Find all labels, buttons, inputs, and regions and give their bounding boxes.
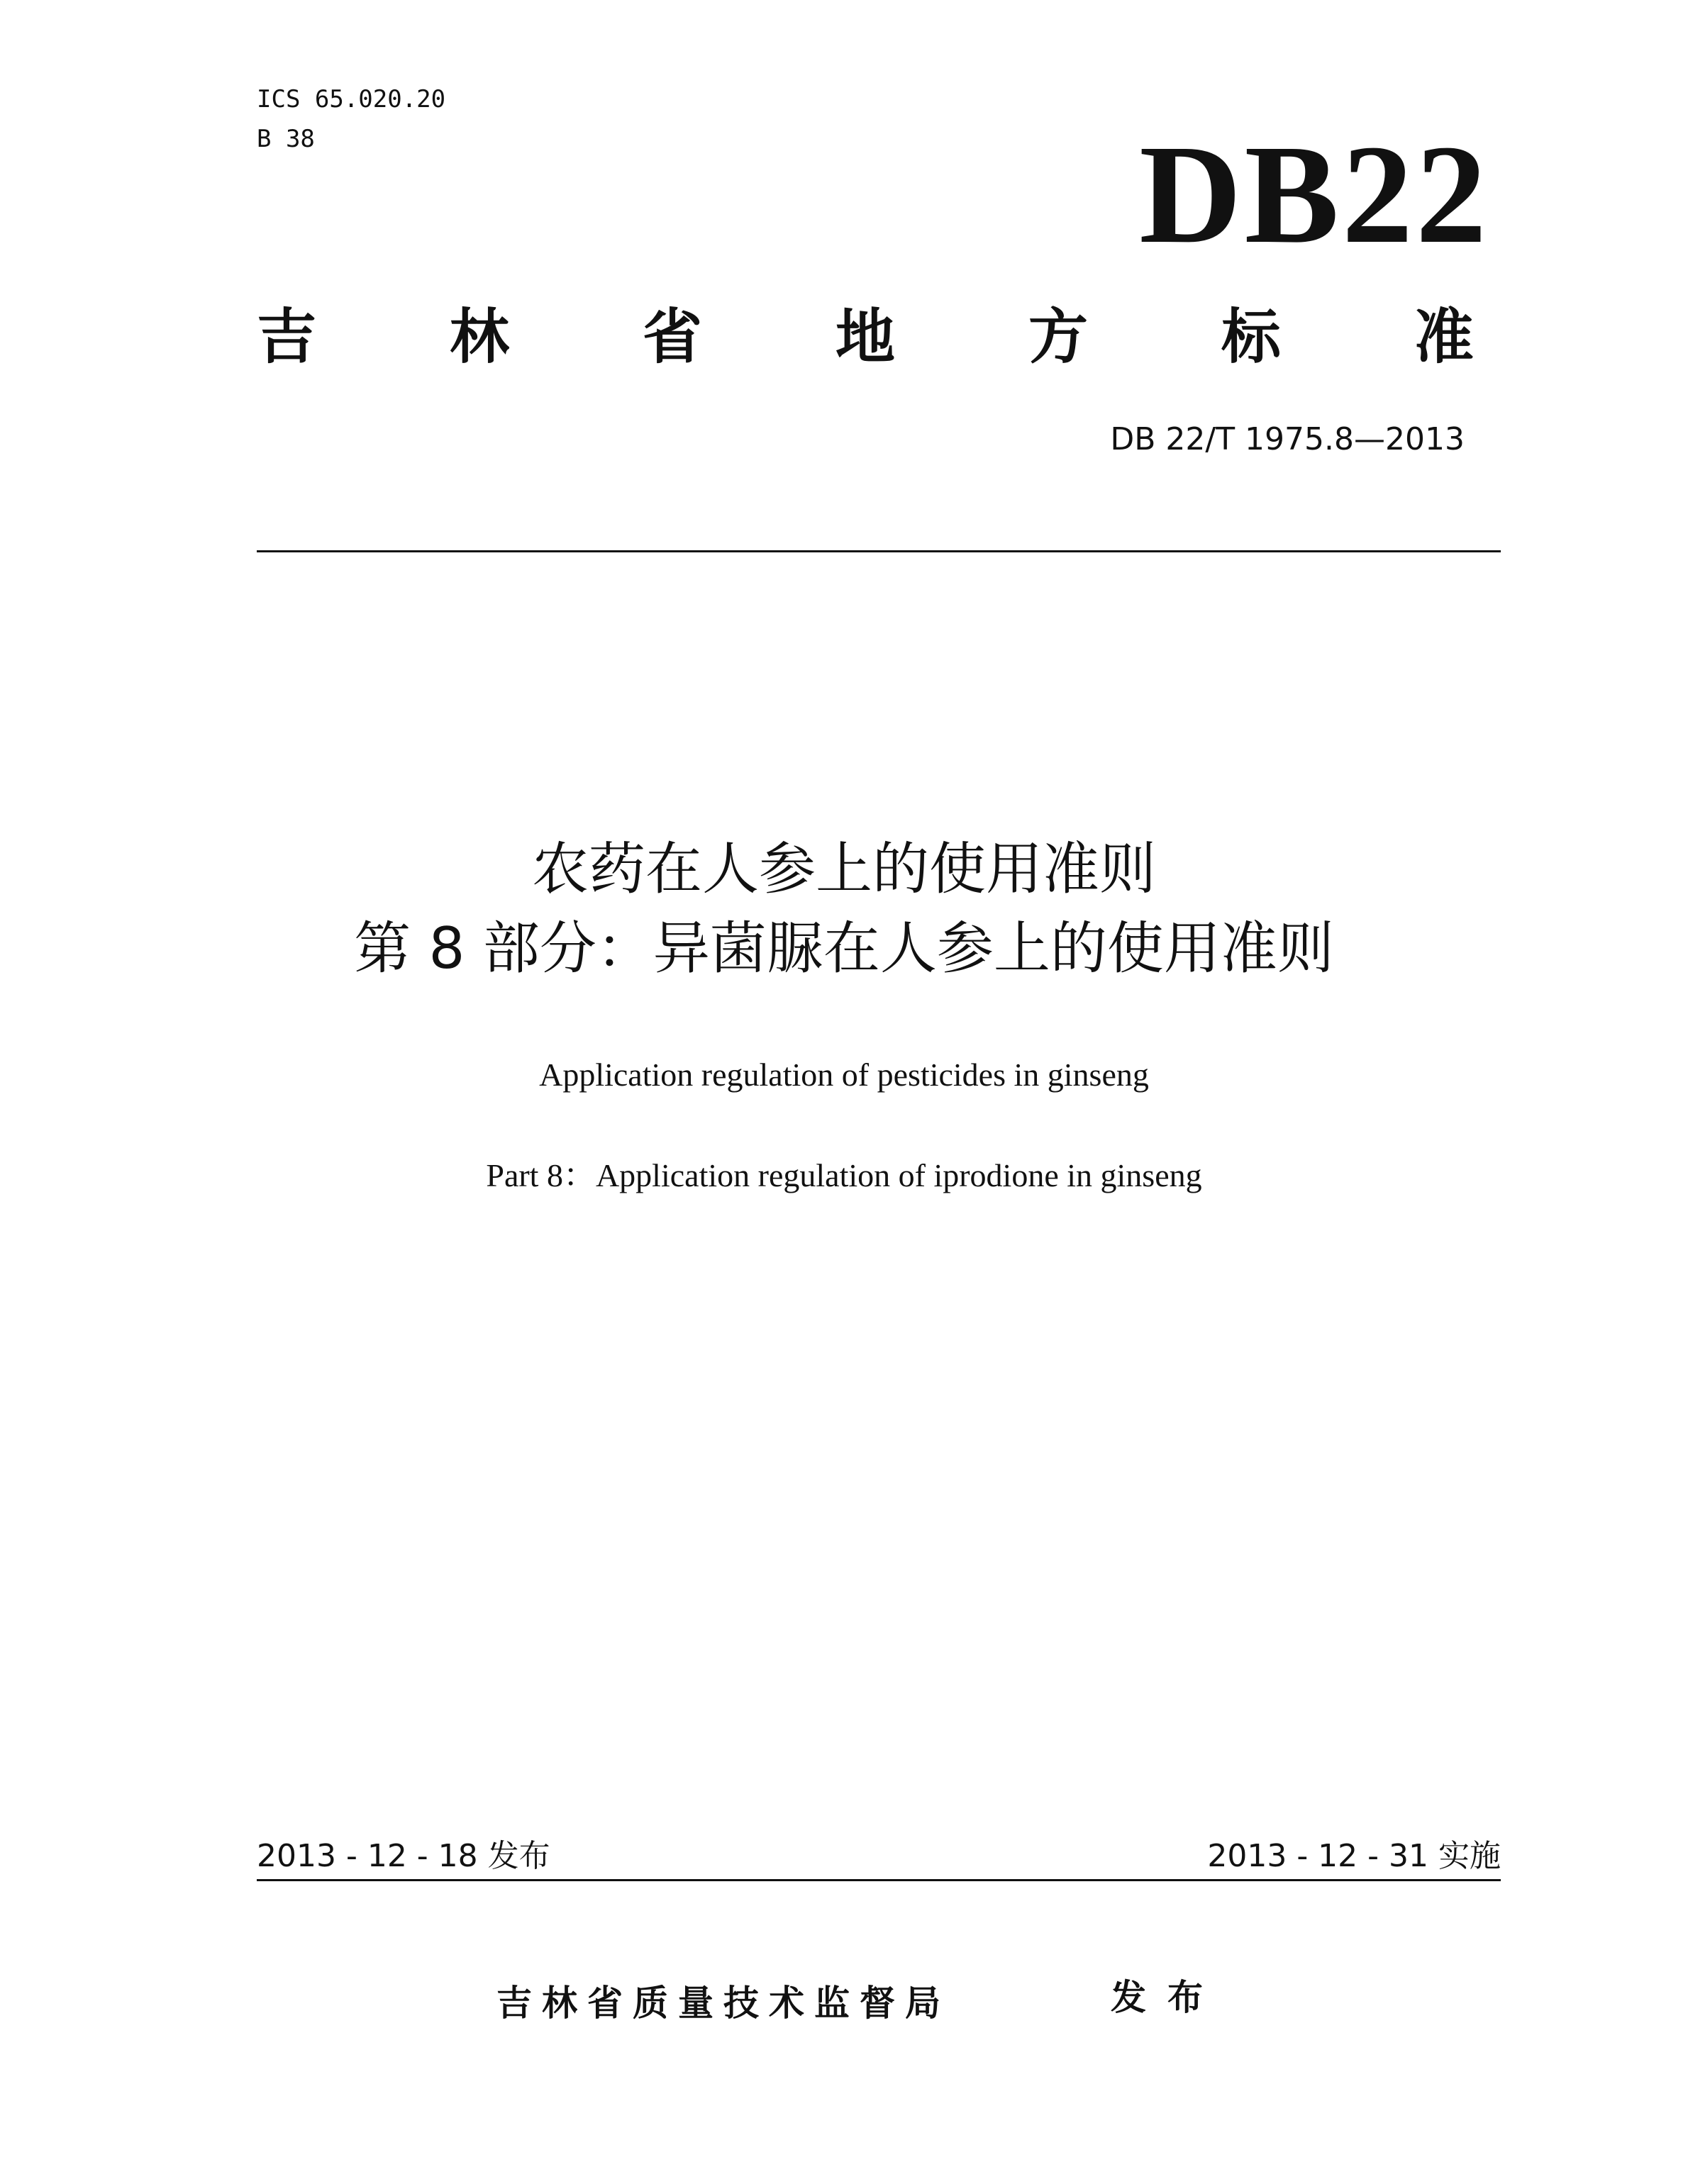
chinese-title-line2: 第 8 部分：异菌脲在人参上的使用准则 bbox=[354, 915, 1334, 981]
chinese-title-line1: 农药在人参上的使用准则 bbox=[532, 836, 1156, 902]
english-title-line1: Application regulation of pesticides in ginseng bbox=[539, 1057, 1149, 1093]
standard-number: DB 22/T 1975.8—2013 bbox=[1110, 421, 1465, 457]
standard-type-char: 林 bbox=[449, 302, 509, 372]
chinese-title bbox=[142, 830, 1546, 988]
standard-type-char: 方 bbox=[1028, 302, 1088, 372]
classification-codes bbox=[257, 79, 445, 159]
standard-type-char: 准 bbox=[1414, 302, 1474, 372]
issue-label: 发布 bbox=[1111, 1977, 1224, 2018]
english-title-line2: Part 8：Application regulation of iprodione in ginseng bbox=[486, 1157, 1202, 1193]
issuing-authority: 吉林省质量技术监督局 bbox=[496, 1983, 950, 2024]
standard-type-char: 标 bbox=[1221, 302, 1281, 372]
publish-date: 2013 - 12 - 18 发布 bbox=[257, 1838, 550, 1874]
standard-type-heading bbox=[257, 298, 1474, 376]
header-divider bbox=[257, 550, 1501, 552]
ccs-code: B 38 bbox=[257, 125, 315, 153]
ics-code: ICS 65.020.20 bbox=[257, 85, 446, 113]
footer-divider bbox=[257, 1879, 1501, 1881]
standard-type-char: 省 bbox=[642, 302, 702, 372]
implementation-date: 2013 - 12 - 31 实施 bbox=[1207, 1838, 1501, 1874]
db22-logo: DB22 bbox=[1139, 116, 1489, 273]
standard-type-char: 吉 bbox=[257, 302, 317, 372]
standard-type-char: 地 bbox=[835, 302, 895, 372]
